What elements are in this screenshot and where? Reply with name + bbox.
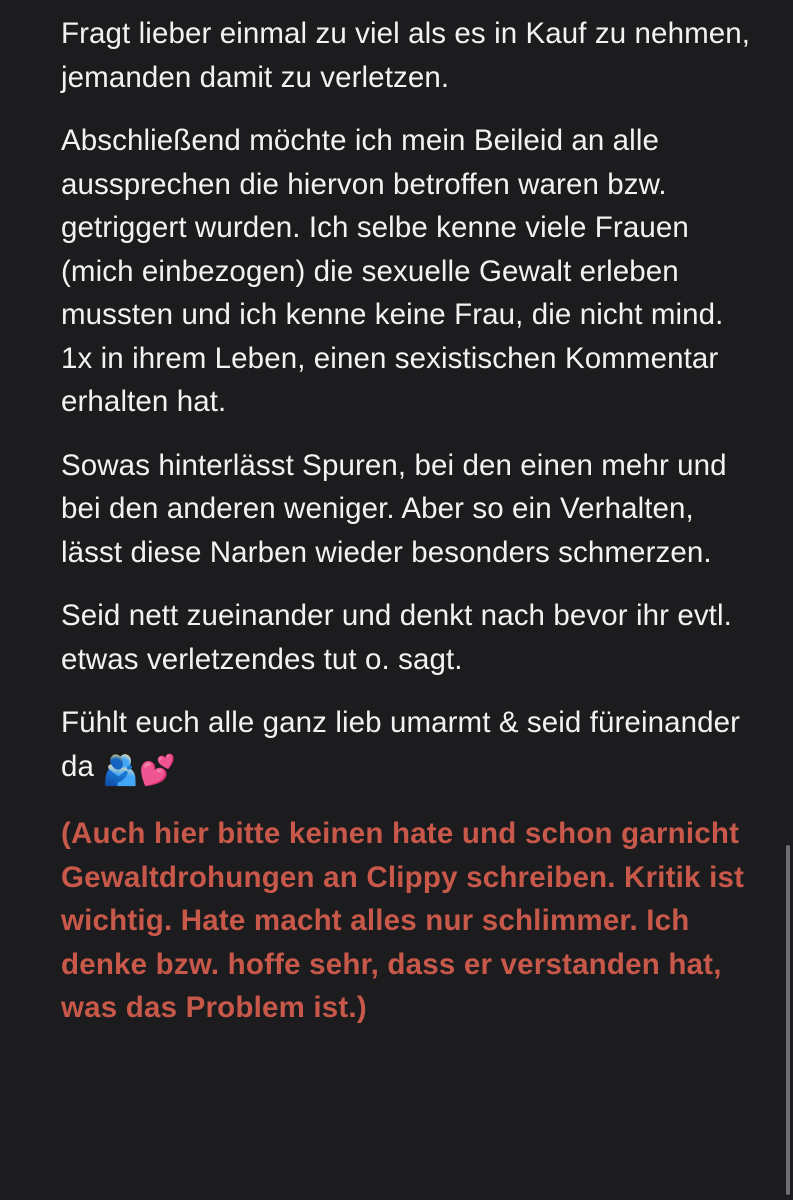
hug-emoji-icon: 🫂 xyxy=(102,753,140,787)
paragraph-traces: Sowas hinterlässt Spuren, bei den einen mehr und bei den anderen weniger. Aber so ein Verhalten, lässt diese Narben wieder besonders schmerzen. xyxy=(61,448,727,569)
paragraph-condolences: Abschließend möchte ich mein Beileid an alle aussprechen die hiervon betroffen waren bzw. getriggert wurden. Ich selbe kenne viele Frauen (mich einbezogen) die sexuelle Gewalt erleben mussten und ich kenne keine Frau, die nicht mind. 1x in ihrem Leben, einen sexistischen Kommentar erhalten hat. xyxy=(61,124,724,418)
notes-body xyxy=(61,12,751,1030)
hearts-emoji-icon: 💕 xyxy=(139,753,176,787)
vertical-scrollbar[interactable] xyxy=(786,845,790,1195)
paragraph-closing xyxy=(61,701,751,792)
closing-text: Fühlt euch alle ganz lieb umarmt & seid füreinander da xyxy=(61,706,741,783)
paragraph-be-nice: Seid nett zueinander und denkt nach bevor ihr evtl. etwas verletzendes tut o. sagt. xyxy=(61,599,732,676)
paragraph-ask-first: Fragt lieber einmal zu viel als es in Kauf zu nehmen, jemanden damit zu verletzen. xyxy=(61,17,751,94)
red-note-paragraph: (Auch hier bitte keinen hate und schon garnicht Gewaltdrohungen an Clippy schreiben. Kritik ist wichtig. Hate macht alles nur schlimmer. Ich denke bzw. hoffe sehr, dass er verstanden hat, was das Problem ist.) xyxy=(61,817,745,1024)
